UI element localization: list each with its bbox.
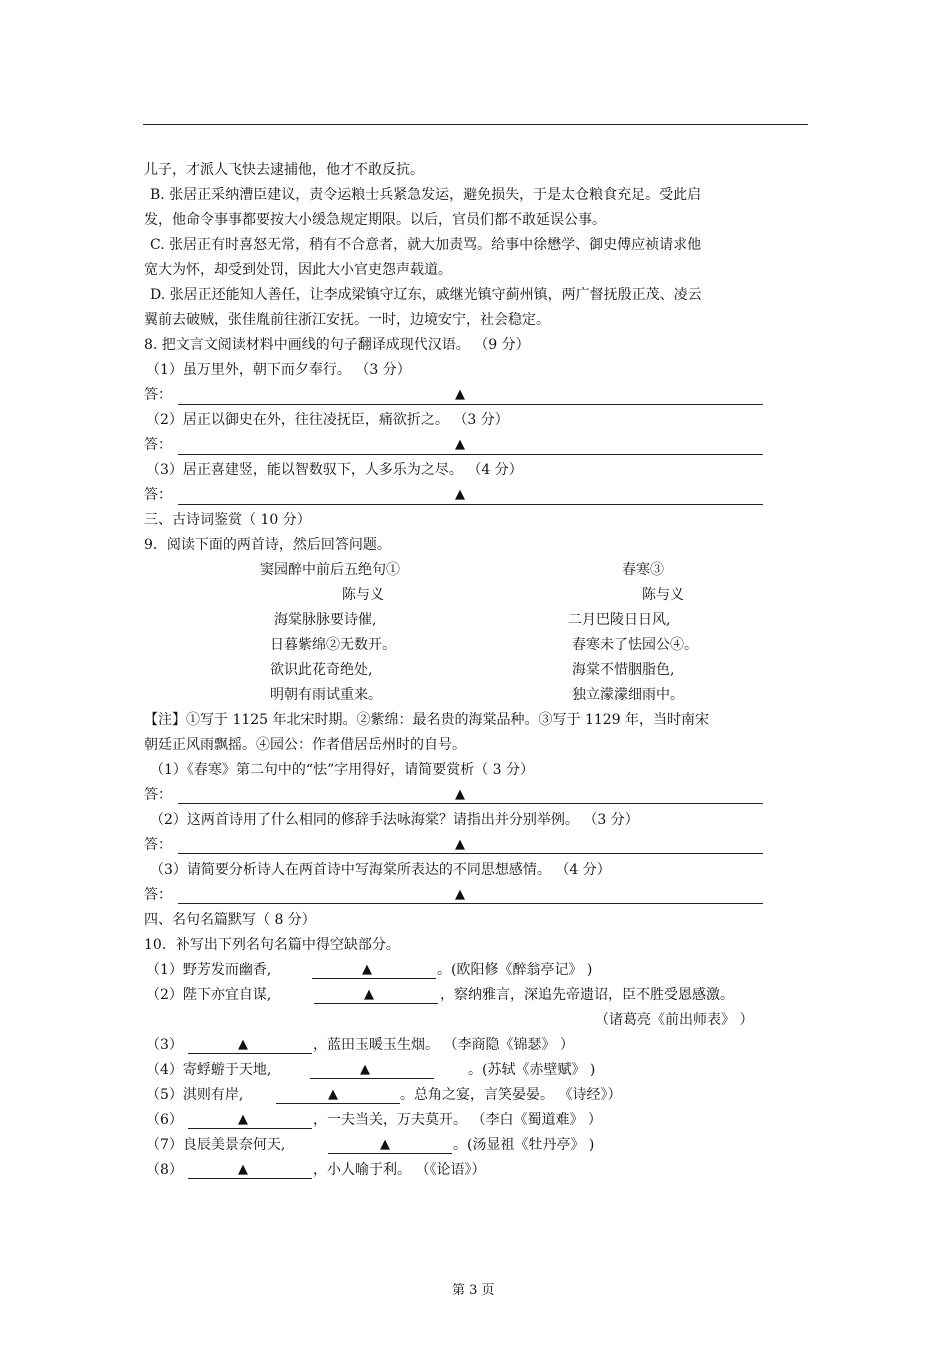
poem-1-line: 海棠脉脉要诗催, — [274, 612, 377, 628]
fill-blank[interactable] — [188, 1053, 312, 1054]
fill-blank[interactable] — [312, 978, 436, 979]
option-d-line-1: D. 张居正还能知人善任，让李成梁镇守辽东，戚继光镇守蓟州镇，两广督抚殷正茂、凌云 — [150, 287, 702, 303]
answer-marker-triangle: ▲ — [362, 962, 372, 977]
section-4-heading: 四、名句名篇默写（ 8 分） — [144, 912, 316, 928]
answer-marker-triangle: ▲ — [360, 1062, 370, 1077]
answer-marker-triangle: ▲ — [455, 837, 465, 852]
q9-sub-2: （2）这两首诗用了什么相同的修辞手法咏海棠？请指出并分别举例。 （3 分） — [150, 812, 639, 828]
answer-line[interactable] — [178, 404, 763, 405]
fill-blank[interactable] — [310, 1078, 434, 1079]
answer-label: 答： — [144, 487, 172, 503]
fill-blank[interactable] — [188, 1128, 312, 1129]
question-10: 10．补写出下列名句名篇中得空缺部分。 — [144, 937, 400, 953]
q8-sub-1: （1）虽万里外，朝下而夕奉行。 （3 分） — [146, 362, 411, 378]
option-b-line-2: 发，他命令事事都要按大小缓急规定期限。以后，官员们都不敢延误公事。 — [144, 212, 606, 228]
answer-line[interactable] — [178, 853, 763, 854]
fill-blank[interactable] — [314, 1003, 438, 1004]
poem-2-line: 春寒未了怯园公④。 — [572, 637, 698, 653]
option-c-line-1: C. 张居正有时喜怒无常，稍有不合意者，就大加责骂。给事中徐懋学、御史傅应祯请求他 — [150, 237, 702, 253]
answer-marker-triangle: ▲ — [455, 387, 465, 402]
poem-2-title: 春寒③ — [622, 562, 664, 578]
answer-marker-triangle: ▲ — [380, 1137, 390, 1152]
answer-line[interactable] — [178, 454, 763, 455]
fill-item-1-suffix: 。(欧阳修《醉翁亭记》 ) — [437, 962, 593, 978]
section-3-heading: 三、古诗词鉴赏（ 10 分） — [144, 512, 311, 528]
poem-2-line: 海棠不惜胭脂色, — [572, 662, 675, 678]
header-rule — [143, 124, 808, 125]
fill-item-2-prefix: （2）陛下亦宜自谋, — [146, 987, 272, 1003]
option-c-line-2: 宽大为怀，却受到处罚，因此大小官吏怨声载道。 — [144, 262, 452, 278]
fill-blank[interactable] — [276, 1103, 400, 1104]
answer-marker-triangle: ▲ — [364, 987, 374, 1002]
fill-item-2-source: （诸葛亮《前出师表》 ） — [595, 1012, 754, 1028]
fill-item-4-prefix: （4）寄蜉蝣于天地, — [146, 1062, 272, 1078]
answer-line[interactable] — [178, 504, 763, 505]
poem-notes-line-1: 【注】①写于 1125 年北宋时期。②紫绵：最名贵的海棠品种。③写于 1129 年，当时南宋 — [144, 712, 710, 728]
text-line: 儿子，才派人飞快去逮捕他，他才不敢反抗。 — [144, 162, 424, 178]
fill-item-2-suffix: ，察纳雅言，深追先帝遗诏，臣不胜受恩感激。 — [440, 987, 734, 1003]
answer-label: 答： — [144, 437, 172, 453]
fill-item-6-prefix: （6） — [146, 1112, 183, 1128]
answer-marker-triangle: ▲ — [455, 487, 465, 502]
answer-marker-triangle: ▲ — [238, 1037, 248, 1052]
fill-blank[interactable] — [188, 1178, 312, 1179]
answer-marker-triangle: ▲ — [455, 887, 465, 902]
fill-item-1-prefix: （1）野芳发而幽香, — [146, 962, 272, 978]
answer-marker-triangle: ▲ — [455, 787, 465, 802]
option-d-line-2: 翼前去破贼，张佳胤前往浙江安抚。一时，边境安宁，社会稳定。 — [144, 312, 550, 328]
fill-item-7-suffix: 。(汤显祖《牡丹亭》 ) — [453, 1137, 595, 1153]
fill-item-8-prefix: （8） — [146, 1162, 183, 1178]
answer-label: 答： — [144, 887, 172, 903]
poem-2-author: 陈与义 — [642, 587, 684, 603]
q9-sub-1: （1）《春寒》第二句中的“怯”字用得好，请简要赏析（ 3 分） — [150, 762, 535, 778]
answer-label: 答： — [144, 837, 172, 853]
answer-marker-triangle: ▲ — [455, 437, 465, 452]
poem-1-line: 明朝有雨试重来。 — [270, 687, 382, 703]
answer-label: 答： — [144, 787, 172, 803]
fill-item-5-suffix: 。总角之宴，言笑晏晏。 《诗经》） — [400, 1087, 622, 1103]
q8-sub-3: （3）居正喜建竖，能以智数驭下，人多乐为之尽。 （4 分） — [146, 462, 523, 478]
fill-item-8-suffix: ，小人喻于利。 （《论语》） — [313, 1162, 486, 1178]
q9-sub-3: （3）请简要分析诗人在两首诗中写海棠所表达的不同思想感情。 （4 分） — [150, 862, 611, 878]
answer-line[interactable] — [178, 803, 763, 804]
fill-item-5-prefix: （5）淇则有岸, — [146, 1087, 244, 1103]
answer-line[interactable] — [178, 903, 763, 904]
answer-marker-triangle: ▲ — [238, 1162, 248, 1177]
poem-2-line: 二月巴陵日日风, — [568, 612, 671, 628]
page-number: 第 3 页 — [452, 1283, 495, 1298]
answer-marker-triangle: ▲ — [238, 1112, 248, 1127]
question-9: 9．阅读下面的两首诗，然后回答问题。 — [144, 537, 391, 553]
poem-1-title: 窦园醉中前后五绝句① — [260, 562, 400, 578]
question-8: 8. 把文言文阅读材料中画线的句子翻译成现代汉语。 （9 分） — [144, 337, 530, 353]
fill-item-6-suffix: ，一夫当关，万夫莫开。 （李白《蜀道难》 ） — [313, 1112, 602, 1128]
fill-item-3-suffix: ，蓝田玉暖玉生烟。 （李商隐《锦瑟》 ） — [313, 1037, 574, 1053]
answer-marker-triangle: ▲ — [328, 1087, 338, 1102]
fill-item-3-prefix: （3） — [146, 1037, 183, 1053]
fill-item-7-prefix: （7）良辰美景奈何天, — [146, 1137, 286, 1153]
poem-notes-line-2: 朝廷正风雨飘摇。④园公：作者借居岳州时的自号。 — [144, 737, 466, 753]
fill-item-4-suffix: 。(苏轼《赤壁赋》 ) — [468, 1062, 596, 1078]
poem-1-line: 日暮紫绵②无数开。 — [270, 637, 396, 653]
q8-sub-2: （2）居正以御史在外，往往凌抚臣，痛欲折之。 （3 分） — [146, 412, 509, 428]
answer-label: 答： — [144, 387, 172, 403]
poem-2-line: 独立濛濛细雨中。 — [572, 687, 684, 703]
poem-1-author: 陈与义 — [342, 587, 384, 603]
poem-1-line: 欲识此花奇绝处, — [270, 662, 373, 678]
option-b-line-1: B. 张居正采纳漕臣建议，责令运粮士兵紧急发运，避免损失，于是太仓粮食充足。受此启 — [150, 187, 702, 203]
fill-blank[interactable] — [328, 1153, 452, 1154]
